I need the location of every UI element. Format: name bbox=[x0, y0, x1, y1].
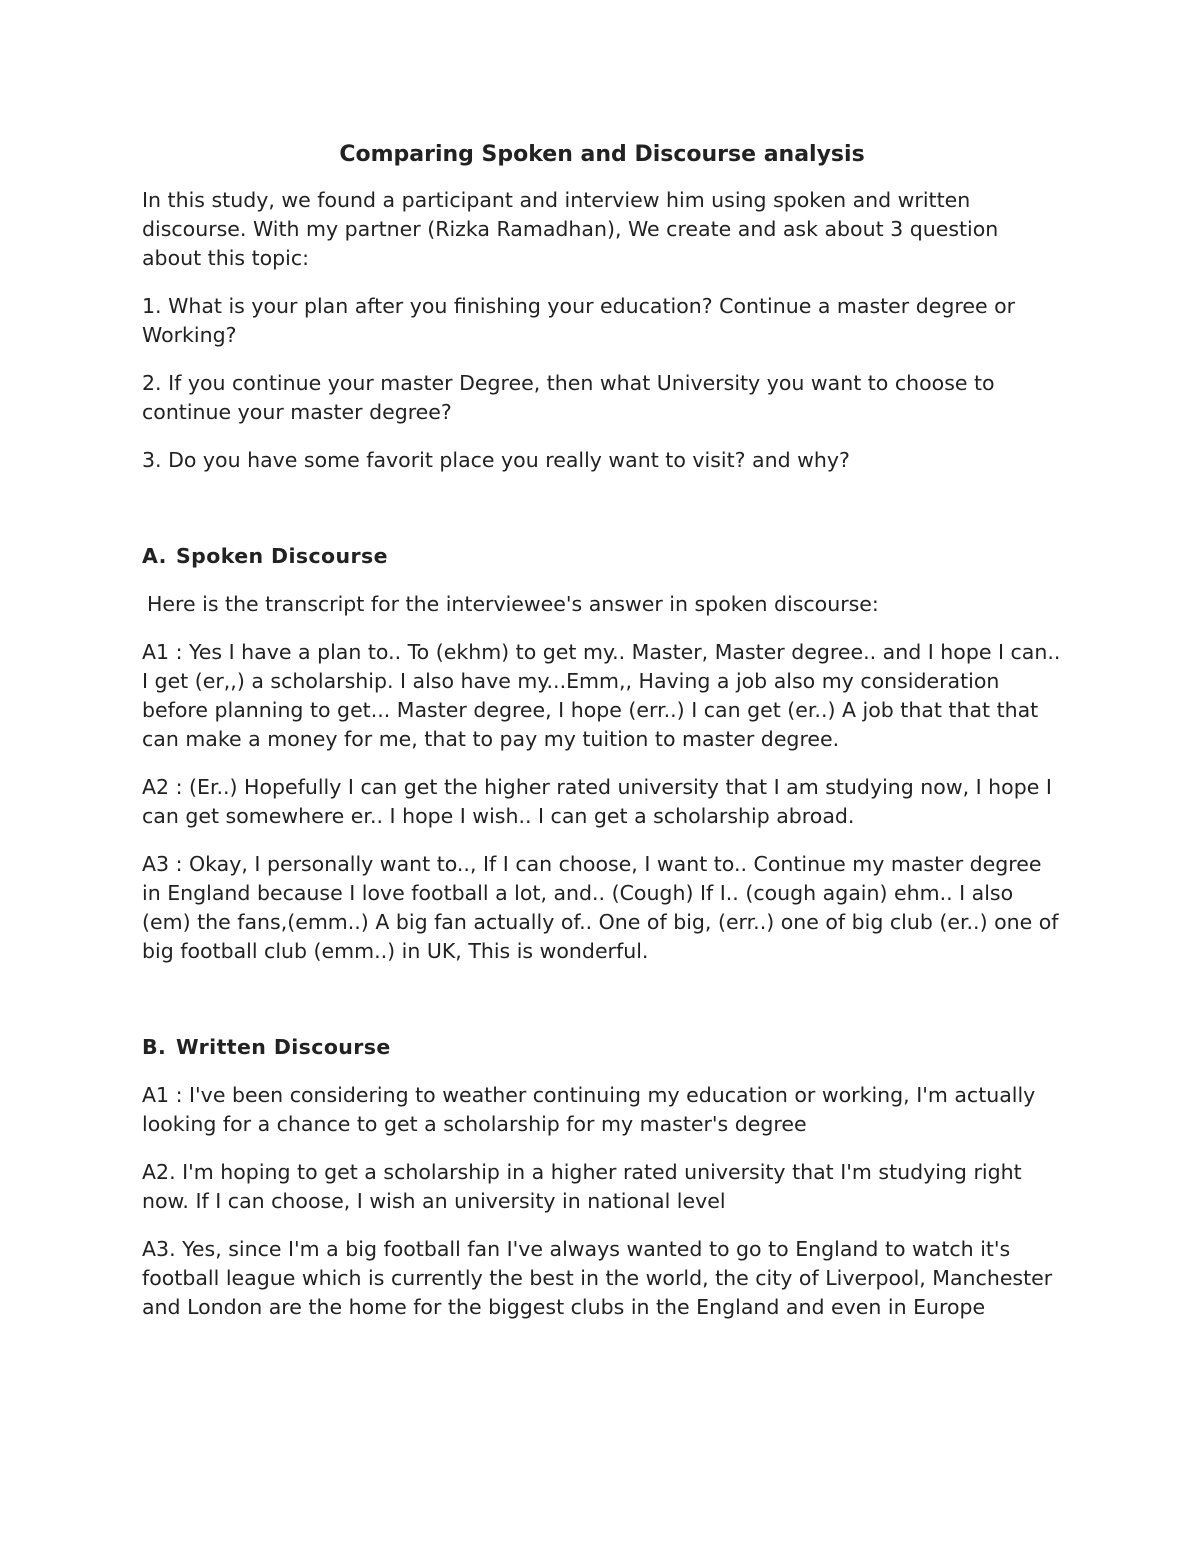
section-a-heading bbox=[142, 542, 1062, 571]
section-a-intro: Here is the transcript for the interviewee's answer in spoken discourse: bbox=[147, 592, 879, 616]
spoken-answer-2: A2 : (Er..) Hopefully I can get the higher rated university that I am studying now, I hope I can get somewhere er.. I hope I wish.. I can get a scholarship abroad. bbox=[142, 775, 1052, 828]
spacer bbox=[142, 985, 1062, 1033]
section-a-title: Spoken Discourse bbox=[176, 544, 388, 568]
written-answer-1: A1 : I've been considering to weather continuing my education or working, I'm actually looking for a chance to get a scholarship for my master's degree bbox=[142, 1083, 1036, 1136]
question-1: 1. What is your plan after you finishing your education? Continue a master degree or Working? bbox=[142, 294, 1016, 347]
section-a-letter: A. bbox=[142, 544, 167, 568]
document-title: Comparing Spoken and Discourse analysis bbox=[339, 142, 865, 167]
section-b-title: Written Discourse bbox=[176, 1035, 391, 1059]
spacer bbox=[142, 494, 1062, 542]
spoken-answer-1: A1 : Yes I have a plan to.. To (ekhm) to get my.. Master, Master degree.. and I hope I can.. I get (er,,) a scholarship. I also have my...Emm,, Having a job also my consideration before planning to get... Master degree, I hope (err..) I can get (er..) A job that that that can make a money for me, that to pay my tuition to master degree. bbox=[142, 640, 1061, 751]
written-answer-3: A3. Yes, since I'm a big football fan I've always wanted to go to England to watch it's football league which is currently the best in the world, the city of Liverpool, Manchester and London are the home for the biggest clubs in the England and even in Europe bbox=[142, 1237, 1053, 1319]
spoken-answer-3: A3 : Okay, I personally want to.., If I can choose, I want to.. Continue my master degree in England because I love football a lot, and.. (Cough) If I.. (cough again) ehm.. I also (em) the fans,(emm..) A big fan actually of.. One of big, (err..) one of big club (er..) one of big football club (emm..) in UK, This is wonderful. bbox=[142, 852, 1059, 963]
question-2: 2. If you continue your master Degree, then what University you want to choose to continue your master degree? bbox=[142, 371, 995, 424]
document-body bbox=[142, 138, 1062, 1341]
section-b-heading bbox=[142, 1033, 1062, 1062]
intro-paragraph: In this study, we found a participant and interview him using spoken and written discourse. With my partner (Rizka Ramadhan), We create and ask about 3 question about this topic: bbox=[142, 188, 999, 270]
question-3: 3. Do you have some favorit place you really want to visit? and why? bbox=[142, 448, 850, 472]
written-answer-2: A2. I'm hoping to get a scholarship in a higher rated university that I'm studying right now. If I can choose, I wish an university in national level bbox=[142, 1160, 1022, 1213]
section-b-letter: B. bbox=[142, 1035, 167, 1059]
